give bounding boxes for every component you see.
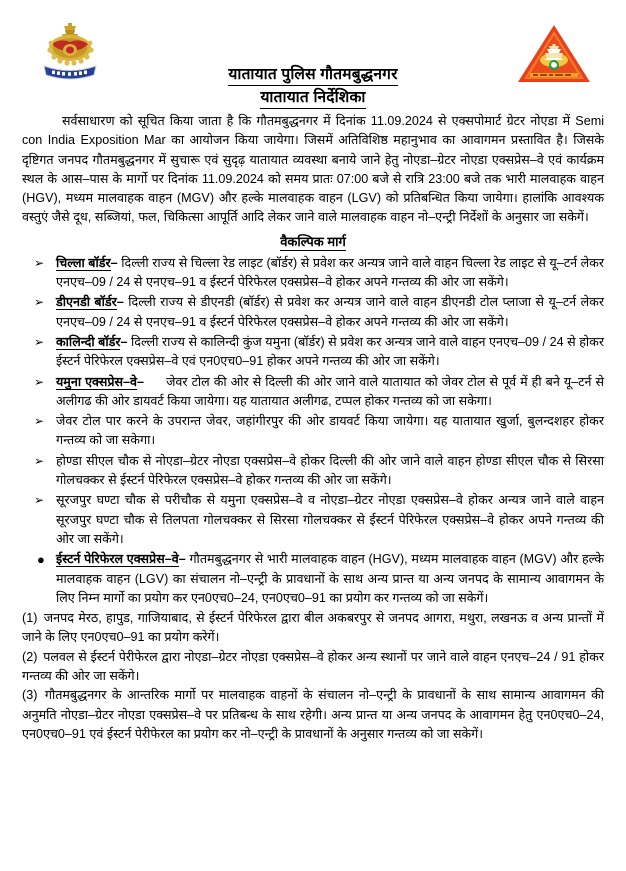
- routes-list: [22, 254, 604, 608]
- route-lead-dash: –: [116, 295, 124, 310]
- route-list-item: [32, 293, 604, 332]
- paragraph-number: (2): [22, 649, 38, 664]
- route-list-item: [32, 373, 604, 412]
- numbered-paragraph: [22, 609, 604, 648]
- bullet-arrow-icon: ➢: [34, 493, 45, 508]
- section-heading-label: वैकल्पिक मार्ग: [280, 233, 346, 249]
- paragraph-text: पलवल से ईस्टर्न पेरीफेरल द्वारा नोएडा–ग्रेटर नोएडा एक्सप्रेस–वे होकर अन्य स्थानों पर जाने वाले वाहन एनएच–24 / 91 होकर गन्तव्य की ओर जा सकेंगे।: [22, 649, 604, 684]
- intro-paragraph: सर्वसाधारण को सूचित किया जाता है कि गौतमबुद्धनगर में दिनांक 11.09.2024 से एक्सपोमार्ट ग्रेटर नोएडा में Semi con India Exposition Mar का आयोजन किया जायेगा। जिसमें अतिविशिष्ठ महानुभाव का आवागमन प्रस्तावित है। जिसके दृष्टिगत जनपद गौतमबुद्धनगर में सुचारू एवं सुदृढ़ यातायात व्यवस्था बनाये जाने हेतु नोएडा–ग्रेटर नोएडा एक्सप्रेस–वे एवं कार्यक्रम स्थल के आस–पास के मार्गो पर दिनांक 11.09.2024 को समय प्रातः 07:00 बजे से रात्रि 23:00 बजे तक भारी मालवाहक वाहन (HGV), मध्यम मालवाहक वाहन (MGV) और हल्के मालवाहक वाहन (LGV) को प्रतिबन्धित किया जायेगा। हालांकि आवश्यक वस्तुएं जैसे दूध, सब्जियां, फल, चिकित्सा आपूर्ति आदि लेकर जाने वाले मालवाहक वाहन नो–एन्ट्री निर्देशों के अनुसार जा सकेगें।: [22, 114, 604, 225]
- route-list-item: [32, 333, 604, 372]
- route-list-item: [32, 412, 604, 451]
- bullet-arrow-icon: ➢: [34, 255, 45, 270]
- route-list-item: [32, 452, 604, 491]
- route-text: दिल्ली राज्य से डीएनडी (बॉर्डर) से प्रवेश कर अन्यत्र जाने वाले वाहन डीएनडी टोल प्लाजा से यू–टर्न लेकर एनएच–09 / 24 से एनएच–91 व ईस्टर्न पेरिफेरल एक्सप्रेस–वे होकर अपने गन्तव्य की ओर जा सकेंगे।: [56, 295, 605, 329]
- title-line-secondary: यातायात निर्देशिका: [260, 88, 365, 109]
- route-text: दिल्ली राज्य से चिल्ला रेड लाइट (बॉर्डर) से प्रवेश कर अन्यत्र जाने वाले वाहन चिल्ला रेड लाइट से यू–टर्न लेकर एनएच–09 / 24 से एनएच–91 व ईस्टर्न पेरिफेरल एक्सप्रेस–वे होकर अपने गन्तव्य की ओर जा सकेंगे।: [56, 255, 605, 290]
- route-list-item: [32, 491, 604, 549]
- route-text: गौतमबुद्धनगर से भारी मालवाहक वाहन (HGV), मध्यम मालवाहक वाहन (MGV) और हल्के मालवाहक वाहन (LGV) का संचालन नो–एन्ट्री के प्रावधानों के साथ अन्य प्रान्त या अन्य जनपद के सामान्य आवागमन के लिए निम्न मार्गो का प्रयोग कर एन0एच0–24, एन0एच0–91 का प्रयोग कर गन्तव्य को जा सकेगें।: [56, 552, 604, 605]
- route-lead-label: डीएनडी बॉर्डर: [56, 295, 117, 310]
- paragraph-number: (1): [22, 611, 38, 626]
- route-lead-dash: –: [137, 374, 145, 389]
- title-line-primary: यातायात पुलिस गौतमबुद्धनगर: [228, 65, 397, 86]
- numbered-paragraph: [22, 648, 604, 687]
- bullet-arrow-icon: ➢: [34, 414, 45, 429]
- route-text: दिल्ली राज्य से कालिन्दी कुंज यमुना (बॉर्डर) से प्रवेश कर अन्यत्र जाने वाले वाहन एनएच–09 / 24 से होकर ईस्टर्न पेरिफेरल एक्सप्रेस–वे एवं एन0एच0–91 होकर अपने गन्तव्य की ओर जा सकेंगे।: [56, 334, 604, 369]
- route-list-item: [32, 550, 604, 608]
- page-title: [0, 65, 626, 109]
- bullet-arrow-icon: ➢: [34, 295, 45, 310]
- route-lead-label: चिल्ला बॉर्डर: [56, 255, 111, 270]
- route-lead-dash: –: [120, 334, 128, 349]
- numbered-paragraph: [22, 686, 604, 744]
- document-content: [0, 112, 626, 744]
- section-heading-alternative-routes: [22, 233, 604, 251]
- numbered-paragraph-list: [22, 609, 604, 744]
- route-text: जेवर टोल पार करने के उपरान्त जेवर, जहांगीरपुर की ओर डायवर्ट किया जायेगा। यह यातायात खुर्जा, बुलन्दशहर होकर गन्तव्य को जा सकेगा।: [56, 414, 604, 448]
- route-lead-dash: –: [178, 552, 186, 567]
- paragraph-text: जनपद मेरठ, हापुड, गाजियाबाद, से ईस्टर्न पेरिफेरल द्वारा बील अकबरपुर से जनपद आगरा, मथुरा, लखनऊ व अन्य प्रान्तों में जाने के लिए एन0एच0–91 का प्रयोग करेगें।: [22, 611, 605, 645]
- paragraph-text: गौतमबुद्धनगर के आन्तरिक मार्गो पर मालवाहक वाहनों के संचालन नो–एन्ट्री के प्रावधानों के साथ सामान्य आवागमन की अनुमति नोएडा–ग्रेटर नोएडा एक्सप्रेस–वे पर प्रतिबन्ध के साथ रहेगी। अन्य प्रान्त या अन्य जनपद के आवागमन हेतु एन0एच0–24, एन0एच0–91 एवं ईस्टर्न पेरीफेरल का प्रयोग कर नो–एन्ट्री के प्रावधानों के अनुसार गन्तव्य को जा सकेगें।: [22, 688, 604, 741]
- route-lead-label: यमुना एक्सप्रेस–वे: [56, 374, 138, 389]
- route-lead-dash: –: [110, 255, 118, 270]
- route-text: सूरजपुर घण्टा चौक से परीचौक से यमुना एक्सप्रेस–वे व नोएडा–ग्रेटर नोएडा एक्सप्रेस–वे होकर अन्यत्र जाने वाले वाहन सूरजपुर घण्टा चौक से तिलपता गोलचक्कर से सिरसा गोलचक्कर से ईस्टर्न पेरिफेरल एक्सप्रेस–वे होकर अपने गन्तव्य की ओर जा सकेंगे।: [56, 493, 604, 546]
- route-list-item: [32, 254, 604, 293]
- bullet-arrow-icon: ➢: [34, 453, 45, 468]
- bullet-dot-icon: ●: [37, 552, 45, 568]
- paragraph-number: (3): [22, 688, 38, 703]
- route-lead-label: कालिन्दी बॉर्डर: [56, 334, 121, 349]
- bullet-arrow-icon: ➢: [34, 334, 45, 349]
- route-text: जेवर टोल की ओर से दिल्ली की ओर जाने वाले यातायात को जेवर टोल से पूर्व में ही बने यू–टर्न से अलीगढ की ओर डायवर्ट किया जायेगा। यह यातायात अलीगढ, टप्पल होकर गन्तव्य को जा सकेगा।: [56, 374, 604, 408]
- route-text: होण्डा सीएल चौक से नोएडा–ग्रेटर नोएडा एक्सप्रेस–वे होकर दिल्ली की ओर जाने वाले वाहन होण्डा सीएल चौक से सिरसा गोलचक्कर से ईस्टर्न पेरिफेरल एक्सप्रेस–वे होकर गन्तव्य की ओर जा सकेंगे।: [56, 453, 604, 488]
- document-header: [0, 0, 626, 108]
- route-lead-label: ईस्टर्न पेरिफेरल एक्सप्रेस–वे: [56, 552, 179, 567]
- bullet-arrow-icon: ➢: [34, 374, 45, 389]
